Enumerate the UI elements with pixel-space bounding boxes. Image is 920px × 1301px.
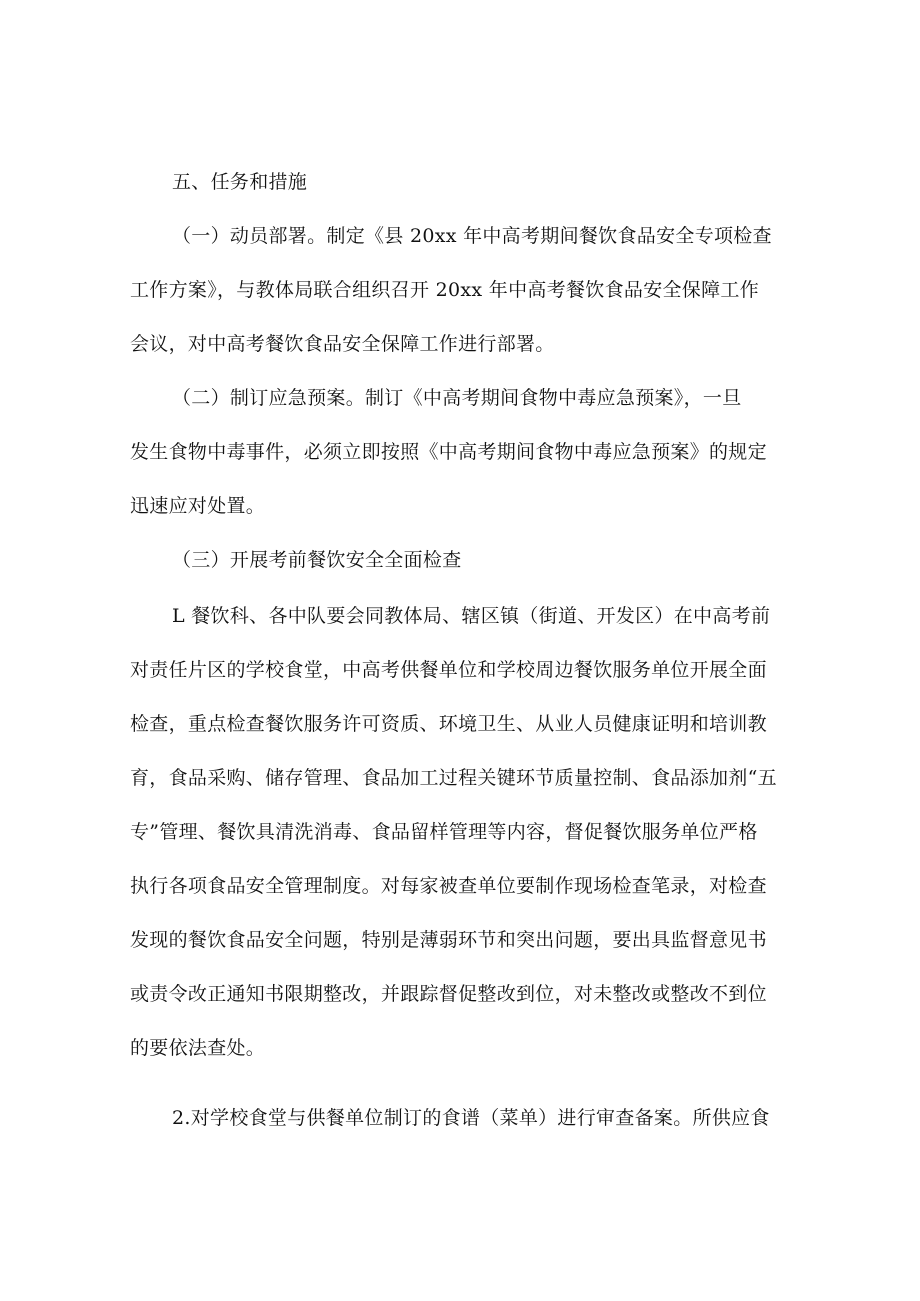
paragraph-line: 或责令改正通知书限期整改，并跟踪督促整改到位，对未整改或整改不到位 <box>130 983 767 1005</box>
paragraph-line: 对责任片区的学校食堂，中高考供餐单位和学校周边餐饮服务单位开展全面 <box>130 659 767 681</box>
paragraph-line: 发现的餐饮食品安全问题，特别是薄弱环节和突出问题，要出具监督意见书 <box>130 929 767 951</box>
paragraph-line: 发生食物中毒事件，必须立即按照《中高考期间食物中毒应急预案》的规定 <box>130 441 767 463</box>
paragraph-line: 会议，对中高考餐饮食品安全保障工作进行部署。 <box>130 333 555 355</box>
paragraph-line: 迅速应对处置。 <box>130 495 266 517</box>
paragraph-line: （一）动员部署。制定《县 20xx 年中高考期间餐饮食品安全专项检查 <box>172 225 772 247</box>
paragraph-line: （二）制订应急预案。制订《中高考期间食物中毒应急预案》，一旦 <box>172 387 742 409</box>
section-heading: 五、任务和措施 <box>172 171 308 193</box>
paragraph-line: 工作方案》，与教体局联合组织召开 20xx 年中高考餐饮食品安全保障工作 <box>130 279 759 301</box>
paragraph-line: 检查，重点检查餐饮服务许可资质、环境卫生、从业人员健康证明和培训教 <box>130 713 767 735</box>
paragraph-line: 育，食品采购、储存管理、食品加工过程关键环节质量控制、食品添加剂“五 <box>130 767 777 789</box>
paragraph-line: 专”管理、餐饮具清洗消毒、食品留样管理等内容，督促餐饮服务单位严格 <box>130 821 758 843</box>
paragraph-line: L 餐饮科、各中队要会同教体局、辖区镇（街道、开发区）在中高考前 <box>172 605 771 627</box>
paragraph-line: 2.对学校食堂与供餐单位制订的食谱（菜单）进行审查备案。所供应食 <box>172 1107 770 1129</box>
paragraph-line: 的要依法查处。 <box>130 1037 266 1059</box>
paragraph-line: 执行各项食品安全管理制度。对每家被查单位要制作现场检查笔录，对检查 <box>130 875 767 897</box>
subsection-heading: （三）开展考前餐饮安全全面检查 <box>172 549 462 571</box>
